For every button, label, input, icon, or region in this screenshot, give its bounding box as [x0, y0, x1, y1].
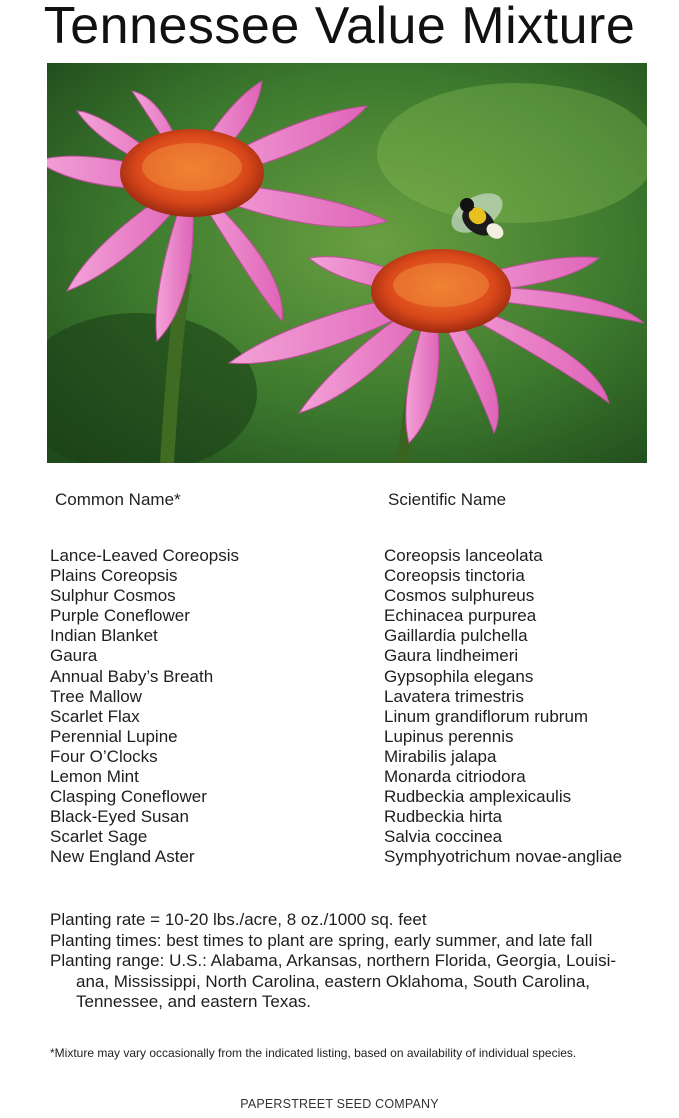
scientific-name: Coreopsis tinctoria	[384, 566, 525, 586]
common-name: Purple Coneflower	[50, 606, 190, 626]
coneflower-illustration	[47, 63, 647, 463]
planting-notes	[50, 910, 668, 1013]
company-name: PAPERSTREET SEED COMPANY	[240, 1097, 439, 1111]
common-name-list	[50, 546, 239, 868]
scientific-name: Cosmos sulphureus	[384, 586, 535, 606]
common-name: Clasping Coneflower	[50, 787, 207, 807]
scientific-name: Coreopsis lanceolata	[384, 546, 543, 565]
planting-rate: Planting rate = 10-20 lbs./acre, 8 oz./1000 sq. feet	[50, 910, 427, 929]
scientific-name: Monarda citriodora	[384, 767, 526, 787]
page-title: Tennessee Value Mixture	[43, 0, 636, 55]
scientific-name: Gaillardia pulchella	[384, 626, 528, 646]
planting-range-continued: ana, Mississippi, North Carolina, eastern Oklahoma, South Carolina,	[76, 971, 591, 991]
scientific-name-list	[384, 546, 622, 868]
scientific-name: Lavatera trimestris	[384, 686, 524, 706]
scientific-name: Lupinus perennis	[384, 726, 514, 746]
scientific-name: Salvia coccinea	[384, 827, 503, 847]
scientific-name: Rudbeckia hirta	[384, 807, 503, 827]
scientific-name: Echinacea purpurea	[384, 606, 537, 626]
common-name: Annual Baby’s Breath	[50, 666, 214, 686]
scientific-name: Gaura lindheimeri	[384, 646, 519, 666]
common-name: Four O’Clocks	[50, 746, 158, 766]
scientific-name-header: Scientific Name	[388, 490, 507, 509]
planting-range-continued: Tennessee, and eastern Texas.	[76, 992, 312, 1012]
common-name: New England Aster	[50, 847, 195, 867]
common-name: Tree Mallow	[50, 686, 142, 706]
scientific-name: Linum grandiflorum rubrum	[384, 706, 589, 726]
common-name: Sulphur Cosmos	[50, 586, 176, 606]
scientific-name: Gypsophila elegans	[384, 666, 534, 686]
common-name: Lemon Mint	[50, 767, 139, 787]
planting-times: Planting times: best times to plant are spring, early summer, and late fall	[50, 930, 593, 950]
availability-footnote: *Mixture may vary occasionally from the indicated listing, based on availability of individual species.	[50, 1046, 577, 1060]
planting-range: Planting range: U.S.: Alabama, Arkansas, northern Florida, Georgia, Louisi-	[50, 951, 617, 971]
common-name: Indian Blanket	[50, 626, 158, 646]
coneflower-photo	[47, 63, 647, 463]
scientific-name: Symphyotrichum novae-angliae	[384, 847, 623, 867]
common-name: Black-Eyed Susan	[50, 807, 189, 827]
common-name-header: Common Name*	[55, 490, 181, 509]
common-name: Gaura	[50, 646, 98, 666]
common-name: Perennial Lupine	[50, 726, 178, 746]
common-name: Scarlet Sage	[50, 827, 148, 847]
scientific-name: Rudbeckia amplexicaulis	[384, 787, 572, 807]
scientific-name: Mirabilis jalapa	[384, 746, 497, 766]
common-name: Plains Coreopsis	[50, 566, 178, 586]
common-name: Lance-Leaved Coreopsis	[50, 546, 240, 565]
common-name: Scarlet Flax	[50, 706, 140, 726]
